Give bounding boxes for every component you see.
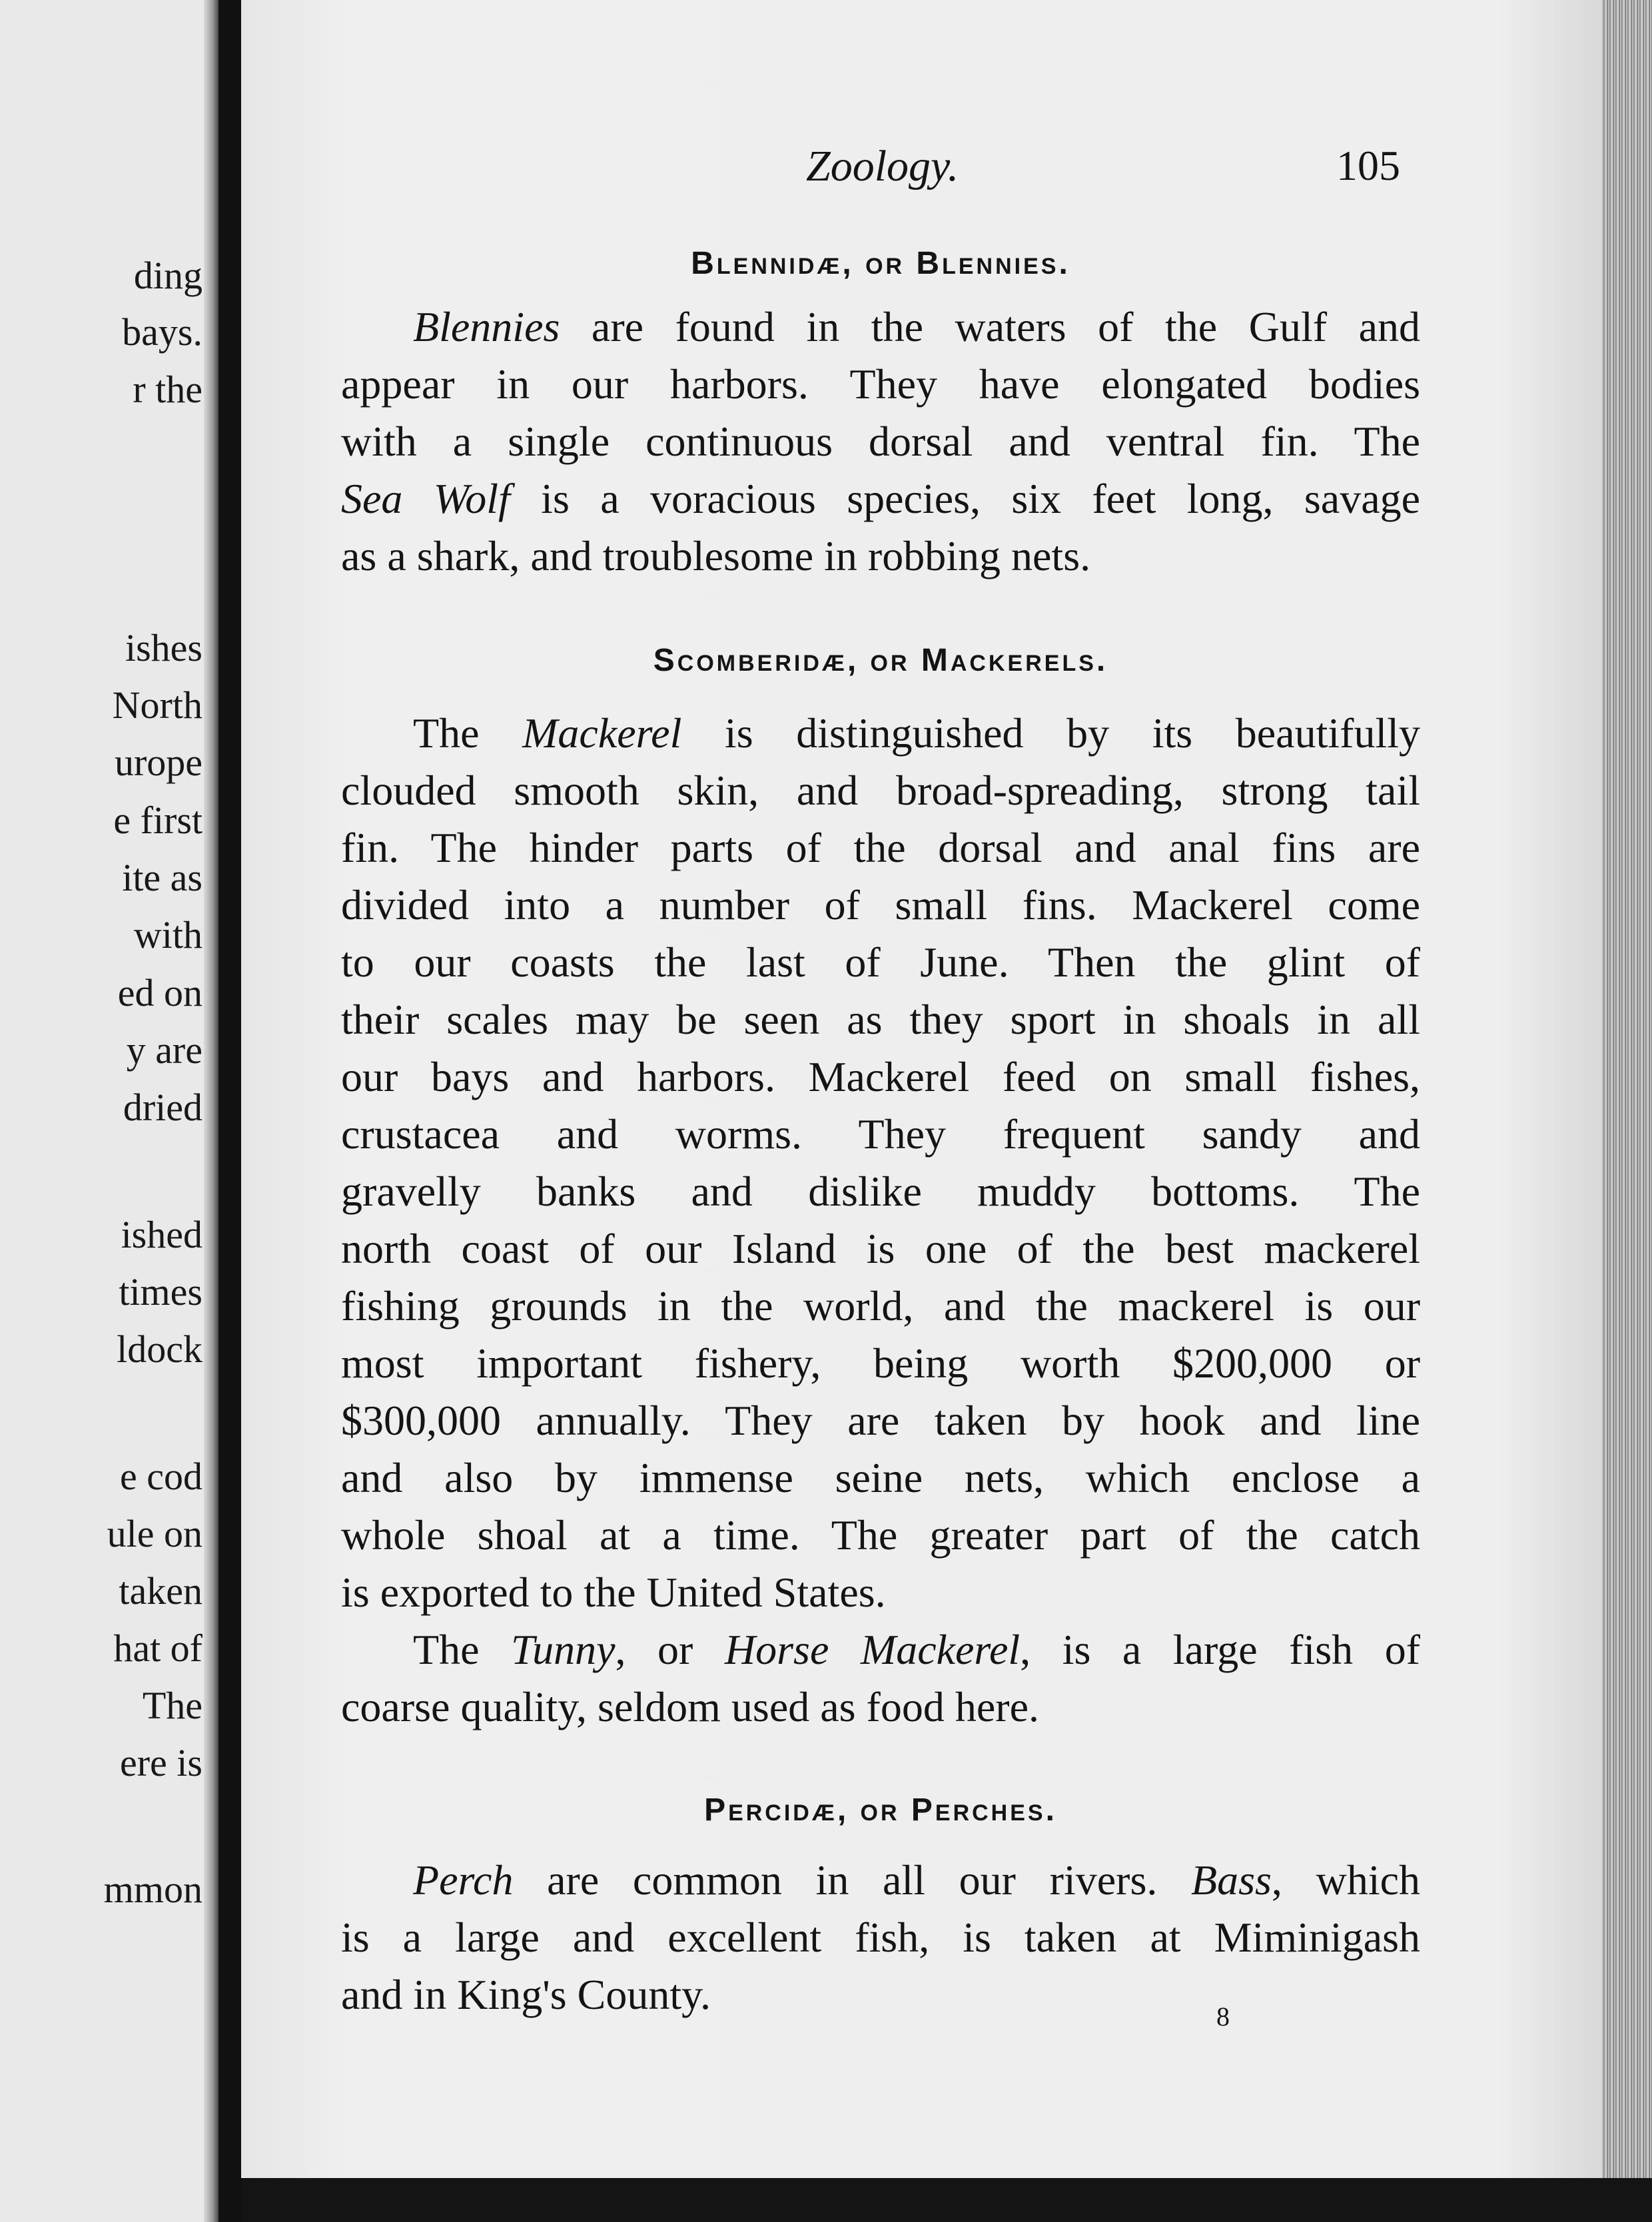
text-line: whole shoal at a time. The greater part of the catch <box>341 1511 1420 1559</box>
text-line <box>341 470 1420 528</box>
left-page-fragment: r the <box>133 368 203 411</box>
text-line: and also by immense seine nets, which enclose a <box>341 1454 1420 1501</box>
left-page-fragment: times <box>119 1270 203 1313</box>
text-run: , which <box>1271 1856 1420 1904</box>
text-line: their scales may be seen as they sport in shoals in all <box>341 996 1420 1043</box>
left-page-fragment: with <box>133 913 203 956</box>
text-run: is distinguished by its beautifully <box>681 709 1420 757</box>
text-line: appear in our harbors. They have elongated bodies <box>341 360 1420 408</box>
text-line: fishing grounds in the world, and the mackerel is our <box>341 1282 1420 1329</box>
left-page-fragment: mmon <box>103 1868 203 1911</box>
text-run: is a voracious species, six feet long, savage <box>510 475 1420 522</box>
left-page-fragment: ishes <box>125 626 203 669</box>
text-run: The <box>413 1626 512 1673</box>
text-run: , or <box>615 1626 725 1673</box>
text-line: crustacea and worms. They frequent sandy and <box>341 1110 1420 1158</box>
text-line: to our coasts the last of June. Then the glint of <box>341 938 1420 986</box>
running-head: Zoology. <box>806 142 959 190</box>
section-heading-blennidae: Blennidæ, or Blennies. <box>691 246 1070 281</box>
text-line: $300,000 annually. They are taken by hook and line <box>341 1397 1420 1444</box>
text-line <box>413 298 1420 356</box>
text-line: as a shark, and troublesome in robbing nets. <box>341 532 1091 579</box>
text-line: north coast of our Island is one of the best mackerel <box>341 1225 1420 1272</box>
left-page-fragment: ite as <box>122 856 203 899</box>
italic-term: Sea Wolf <box>341 475 510 522</box>
page-stack-edge <box>1602 0 1652 2222</box>
left-page-fragment: bays. <box>122 310 203 354</box>
left-page-fragment: urope <box>114 741 203 784</box>
text-line: our bays and harbors. Mackerel feed on small fishes, <box>341 1053 1420 1100</box>
left-page-fragment: y are <box>126 1028 203 1072</box>
section-heading-scomberidae: Scomberidæ, or Mackerels. <box>653 643 1108 678</box>
left-page-fragment: taken <box>119 1569 203 1613</box>
text-line: is exported to the United States. <box>341 1569 886 1616</box>
italic-term: Horse Mackerel <box>724 1626 1021 1673</box>
text-line: clouded smooth skin, and broad-spreading, strong tail <box>341 767 1420 814</box>
left-page-fragment: ding <box>133 254 203 297</box>
text-line: coarse quality, seldom used as food here. <box>341 1683 1039 1730</box>
text-line: and in King's County. <box>341 1971 711 2018</box>
text-run: , is a large fish of <box>1020 1626 1420 1673</box>
left-page-fragment: e cod <box>120 1455 203 1498</box>
italic-term: Perch <box>413 1856 514 1904</box>
text-line <box>413 1852 1420 1909</box>
text-line: gravelly banks and dislike muddy bottoms. The <box>341 1168 1420 1215</box>
left-page-fragment: ed on <box>117 971 203 1014</box>
left-page-fragment: North <box>112 683 203 727</box>
text-line <box>413 1621 1420 1678</box>
text-run: The <box>413 709 523 757</box>
left-page-fragment: e first <box>113 799 203 842</box>
text-line <box>413 705 1420 762</box>
left-page-edge <box>204 0 218 2222</box>
left-facing-page <box>0 0 225 2222</box>
italic-term: Tunny <box>511 1626 616 1673</box>
left-page-fragment: ere is <box>120 1741 203 1784</box>
text-line: fin. The hinder parts of the dorsal and anal fins are <box>341 824 1420 871</box>
left-page-fragment: dried <box>123 1086 203 1129</box>
text-run: are common in all our rivers. <box>513 1856 1192 1904</box>
left-page-fragment: hat of <box>113 1627 203 1670</box>
page-number: 105 <box>1336 142 1400 189</box>
italic-term: Blennies <box>413 303 560 350</box>
bottom-shadow <box>241 2178 1652 2222</box>
text-line: most important fishery, being worth $200,000 or <box>341 1339 1420 1387</box>
text-line: with a single continuous dorsal and ventral fin. The <box>341 418 1420 465</box>
left-page-fragment: The <box>142 1684 203 1727</box>
text-run: are found in the waters of the Gulf and <box>560 303 1420 350</box>
left-page-fragment: ldock <box>117 1327 203 1371</box>
section-heading-percidae: Percidæ, or Perches. <box>704 1792 1057 1828</box>
italic-term: Bass <box>1191 1856 1272 1904</box>
text-line: is a large and excellent fish, is taken at Miminigash <box>341 1914 1420 1961</box>
italic-term: Mackerel <box>522 709 682 757</box>
left-page-fragment: ished <box>121 1213 203 1256</box>
left-page-fragment: ule on <box>107 1512 203 1555</box>
text-line: divided into a number of small fins. Mackerel come <box>341 881 1420 928</box>
signature-mark: 8 <box>1216 2002 1230 2032</box>
